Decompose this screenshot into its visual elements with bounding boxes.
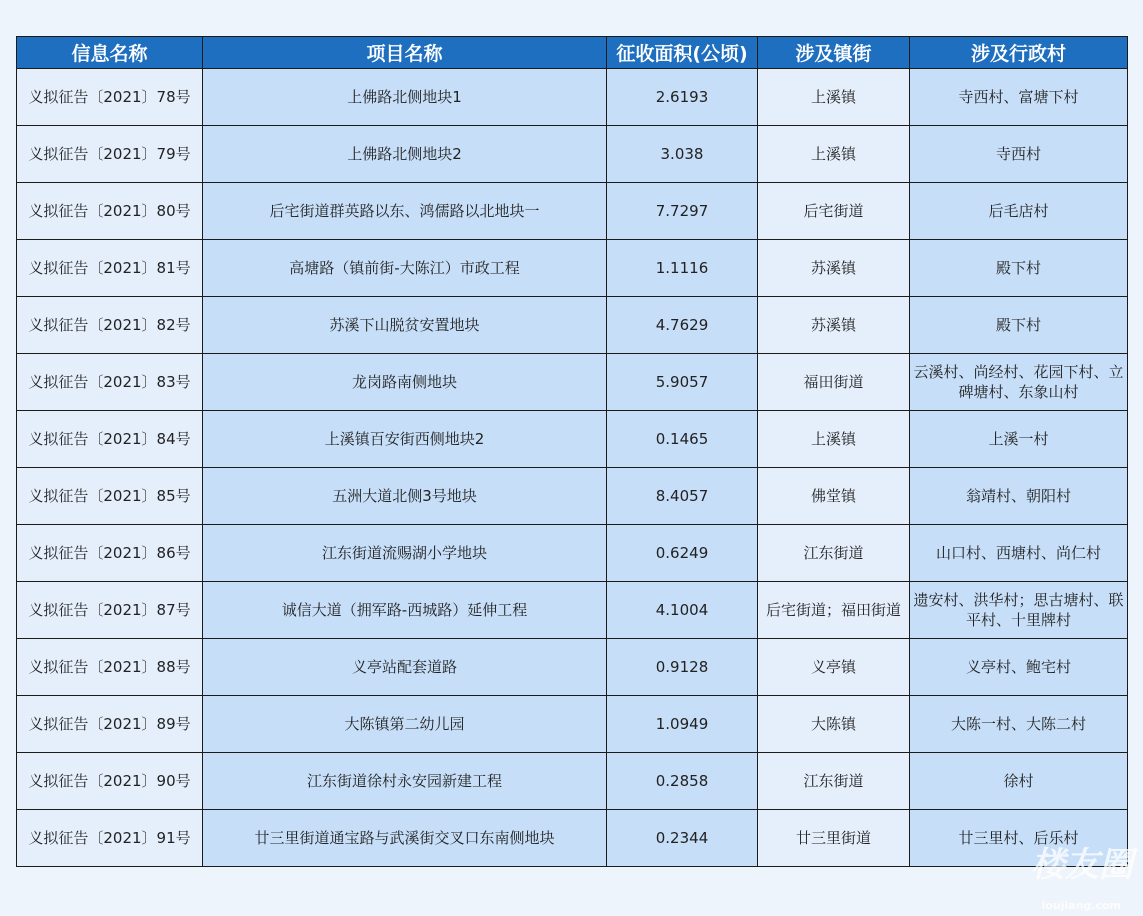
cell-project-name: 龙岗路南侧地块 xyxy=(203,354,607,411)
cell-village: 殿下村 xyxy=(910,240,1128,297)
cell-info-name: 义拟征告〔2021〕80号 xyxy=(17,183,203,240)
cell-town: 大陈镇 xyxy=(758,696,910,753)
cell-info-name: 义拟征告〔2021〕81号 xyxy=(17,240,203,297)
cell-area: 2.6193 xyxy=(607,69,758,126)
cell-area: 0.1465 xyxy=(607,411,758,468)
cell-village: 殿下村 xyxy=(910,297,1128,354)
table-row xyxy=(17,411,1128,468)
table-row xyxy=(17,639,1128,696)
cell-area: 8.4057 xyxy=(607,468,758,525)
table-row xyxy=(17,126,1128,183)
cell-area: 4.7629 xyxy=(607,297,758,354)
table-row xyxy=(17,240,1128,297)
cell-town: 江东街道 xyxy=(758,525,910,582)
cell-info-name: 义拟征告〔2021〕86号 xyxy=(17,525,203,582)
header-town: 涉及镇街 xyxy=(758,37,910,69)
cell-info-name: 义拟征告〔2021〕79号 xyxy=(17,126,203,183)
cell-info-name: 义拟征告〔2021〕78号 xyxy=(17,69,203,126)
cell-area: 0.2344 xyxy=(607,810,758,867)
cell-project-name: 五洲大道北侧3号地块 xyxy=(203,468,607,525)
cell-village: 义亭村、鲍宅村 xyxy=(910,639,1128,696)
watermark-site: loujiang.com xyxy=(1041,899,1121,912)
cell-town: 上溪镇 xyxy=(758,411,910,468)
table-row xyxy=(17,582,1128,639)
cell-info-name: 义拟征告〔2021〕90号 xyxy=(17,753,203,810)
cell-area: 5.9057 xyxy=(607,354,758,411)
cell-project-name: 江东街道流赐湖小学地块 xyxy=(203,525,607,582)
cell-village: 翁靖村、朝阳村 xyxy=(910,468,1128,525)
table-row xyxy=(17,810,1128,867)
cell-town: 苏溪镇 xyxy=(758,297,910,354)
cell-town: 上溪镇 xyxy=(758,69,910,126)
header-info-name: 信息名称 xyxy=(17,37,203,69)
cell-project-name: 义亭站配套道路 xyxy=(203,639,607,696)
table-row xyxy=(17,696,1128,753)
cell-project-name: 大陈镇第二幼儿园 xyxy=(203,696,607,753)
table-header-row xyxy=(17,37,1128,69)
cell-project-name: 廿三里街道通宝路与武溪街交叉口东南侧地块 xyxy=(203,810,607,867)
cell-town: 后宅街道 xyxy=(758,183,910,240)
land-acquisition-table-container xyxy=(16,36,1127,867)
cell-area: 4.1004 xyxy=(607,582,758,639)
cell-area: 1.1116 xyxy=(607,240,758,297)
cell-area: 3.038 xyxy=(607,126,758,183)
cell-town: 后宅街道；福田街道 xyxy=(758,582,910,639)
cell-village: 寺西村 xyxy=(910,126,1128,183)
cell-town: 江东街道 xyxy=(758,753,910,810)
cell-town: 廿三里街道 xyxy=(758,810,910,867)
header-village: 涉及行政村 xyxy=(910,37,1128,69)
cell-village: 上溪一村 xyxy=(910,411,1128,468)
watermark-brand: 楼友圈 xyxy=(1031,845,1133,885)
table-row xyxy=(17,468,1128,525)
table-row xyxy=(17,753,1128,810)
cell-project-name: 江东街道徐村永安园新建工程 xyxy=(203,753,607,810)
cell-village: 后毛店村 xyxy=(910,183,1128,240)
cell-village: 大陈一村、大陈二村 xyxy=(910,696,1128,753)
cell-village: 廿三里村、后乐村 xyxy=(910,810,1128,867)
cell-area: 0.2858 xyxy=(607,753,758,810)
cell-info-name: 义拟征告〔2021〕87号 xyxy=(17,582,203,639)
cell-area: 0.9128 xyxy=(607,639,758,696)
cell-area: 7.7297 xyxy=(607,183,758,240)
table-row xyxy=(17,525,1128,582)
cell-village: 寺西村、富塘下村 xyxy=(910,69,1128,126)
cell-project-name: 上佛路北侧地块1 xyxy=(203,69,607,126)
cell-project-name: 苏溪下山脱贫安置地块 xyxy=(203,297,607,354)
table-row xyxy=(17,69,1128,126)
cell-project-name: 高塘路（镇前街-大陈江）市政工程 xyxy=(203,240,607,297)
cell-village: 遗安村、洪华村；思古塘村、联平村、十里牌村 xyxy=(910,582,1128,639)
cell-town: 福田街道 xyxy=(758,354,910,411)
cell-info-name: 义拟征告〔2021〕91号 xyxy=(17,810,203,867)
land-acquisition-table xyxy=(16,36,1128,867)
cell-village: 徐村 xyxy=(910,753,1128,810)
table-body xyxy=(17,69,1128,867)
cell-town: 佛堂镇 xyxy=(758,468,910,525)
cell-info-name: 义拟征告〔2021〕88号 xyxy=(17,639,203,696)
cell-town: 上溪镇 xyxy=(758,126,910,183)
cell-project-name: 诚信大道（拥军路-西城路）延伸工程 xyxy=(203,582,607,639)
cell-town: 义亭镇 xyxy=(758,639,910,696)
cell-info-name: 义拟征告〔2021〕82号 xyxy=(17,297,203,354)
cell-project-name: 后宅街道群英路以东、鸿儒路以北地块一 xyxy=(203,183,607,240)
cell-area: 0.6249 xyxy=(607,525,758,582)
table-row xyxy=(17,354,1128,411)
cell-village: 云溪村、尚经村、花园下村、立碑塘村、东象山村 xyxy=(910,354,1128,411)
cell-area: 1.0949 xyxy=(607,696,758,753)
cell-info-name: 义拟征告〔2021〕84号 xyxy=(17,411,203,468)
header-project-name: 项目名称 xyxy=(203,37,607,69)
cell-project-name: 上佛路北侧地块2 xyxy=(203,126,607,183)
cell-info-name: 义拟征告〔2021〕83号 xyxy=(17,354,203,411)
table-row xyxy=(17,297,1128,354)
cell-village: 山口村、西塘村、尚仁村 xyxy=(910,525,1128,582)
cell-town: 苏溪镇 xyxy=(758,240,910,297)
cell-info-name: 义拟征告〔2021〕89号 xyxy=(17,696,203,753)
cell-info-name: 义拟征告〔2021〕85号 xyxy=(17,468,203,525)
cell-project-name: 上溪镇百安街西侧地块2 xyxy=(203,411,607,468)
table-row xyxy=(17,183,1128,240)
header-area: 征收面积(公顷) xyxy=(607,37,758,69)
